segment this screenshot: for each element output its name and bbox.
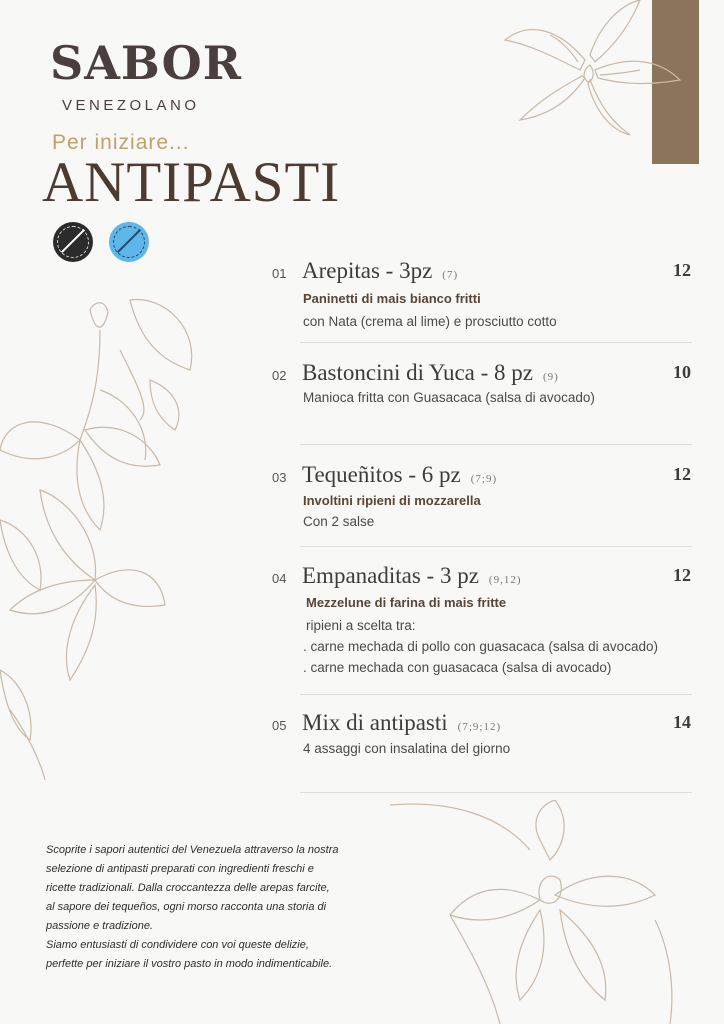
item-number: 02 (272, 368, 287, 383)
divider (300, 694, 692, 695)
item-price: 10 (673, 362, 691, 382)
description-line: Siamo entusiasti di condividere con voi queste delizie, (46, 939, 309, 951)
description-line: al sapore dei tequeños, ogni morso racconta una storia di (46, 901, 327, 913)
description-line: perfette per iniziare il vostro pasto in modo indimenticabile. (46, 958, 333, 970)
item-allergens: (9,12) (488, 574, 522, 586)
orchid-illustration-bottom (390, 800, 690, 1024)
section-intro: Per iniziare... (52, 131, 190, 154)
item-name: Mix di antipasti (7;9;12) (302, 710, 502, 735)
item-name: Tequeñitos - 6 pz (7;9) (302, 462, 498, 487)
divider (300, 342, 692, 343)
gluten-free-icon (53, 222, 93, 262)
item-description-line: ripieni a scelta tra: (306, 618, 416, 633)
item-description-line: Con 2 salse (303, 514, 375, 529)
orchid-illustration-top (490, 0, 690, 140)
lactose-free-icon (109, 222, 149, 262)
item-description-line: . carne mechada con guasacaca (salsa di avocado) (303, 660, 612, 675)
item-number: 01 (272, 266, 287, 281)
item-subtitle: Involtini ripieni di mozzarella (303, 493, 481, 508)
brand-logo-name: SABOR (50, 36, 242, 90)
item-name: Arepitas - 3pz (7) (302, 258, 459, 283)
item-description-line: Manioca fritta con Guasacaca (salsa di avocado) (303, 390, 595, 405)
item-price: 12 (673, 565, 691, 585)
item-price: 14 (673, 712, 691, 732)
item-description-line: con Nata (crema al lime) e prosciutto cotto (303, 314, 557, 329)
item-number: 03 (272, 470, 287, 485)
item-allergens: (9) (543, 371, 559, 383)
description-line: passione e tradizione. (46, 920, 154, 932)
section-title: ANTIPASTI (42, 151, 341, 214)
item-allergens: (7) (442, 269, 459, 281)
orchid-illustration-left (0, 290, 200, 790)
item-price: 12 (673, 260, 691, 280)
item-description-line: 4 assaggi con insalatina del giorno (303, 741, 511, 756)
description-line: ricette tradizionali. Dalla croccantezza delle arepas farcite, (46, 882, 330, 894)
divider (300, 546, 692, 547)
item-number: 04 (272, 571, 287, 586)
item-name: Bastoncini di Yuca - 8 pz (9) (302, 360, 559, 385)
description-line: selezione di antipasti preparati con ingredienti freschi e (46, 863, 314, 875)
item-subtitle: Paninetti di mais bianco fritti (303, 291, 481, 306)
divider (300, 792, 692, 793)
item-allergens: (7;9) (470, 473, 498, 485)
item-allergens: (7;9;12) (457, 721, 502, 733)
item-number: 05 (272, 718, 287, 733)
menu-description (46, 841, 376, 974)
item-description-line: . carne mechada di pollo con guasacaca (salsa di avocado) (303, 639, 658, 654)
item-name: Empanaditas - 3 pz (9,12) (302, 563, 522, 588)
divider (300, 444, 692, 445)
description-line: Scoprite i sapori autentici del Venezuela attraverso la nostra (46, 844, 339, 856)
brand-logo-tagline: VENEZOLANO (62, 97, 200, 114)
item-price: 12 (673, 464, 691, 484)
item-subtitle: Mezzelune di farina di mais fritte (306, 595, 507, 610)
